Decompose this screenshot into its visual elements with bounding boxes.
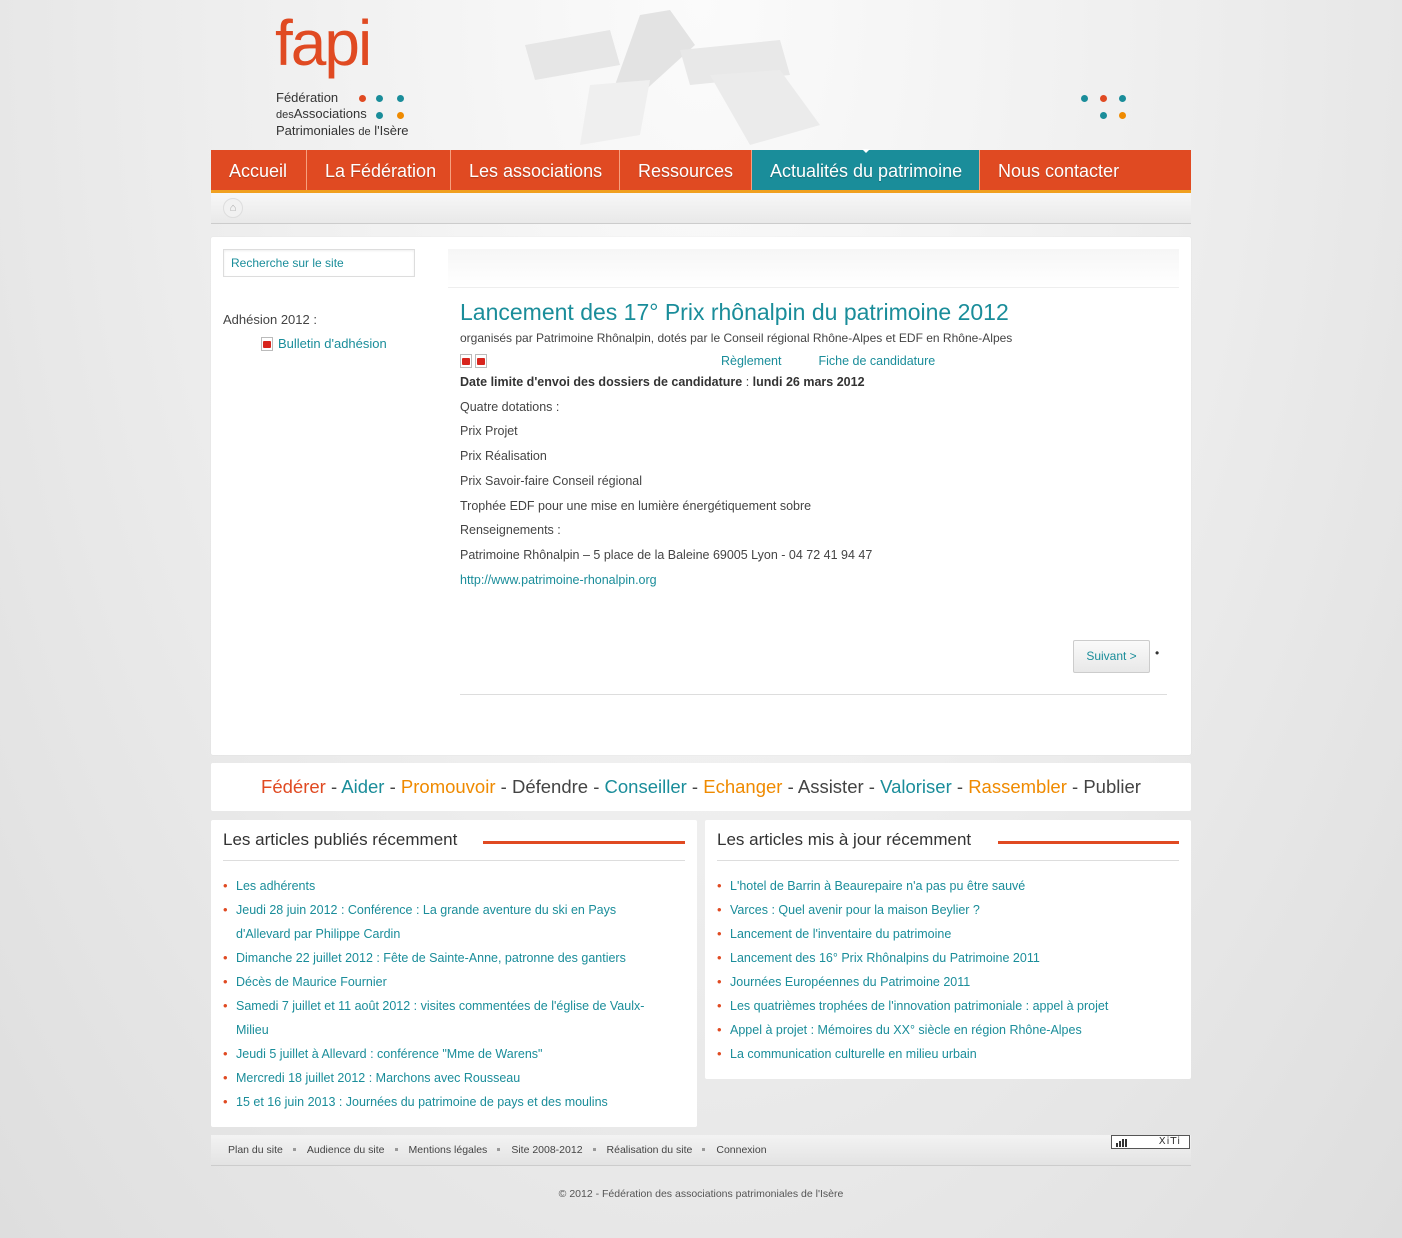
- slogan-word: Promouvoir: [400, 776, 496, 797]
- xiti-bars-icon: [1116, 1139, 1128, 1147]
- recent-updated-panel: [705, 820, 1191, 1079]
- nav-item-associations[interactable]: Les associations: [451, 150, 620, 190]
- article-line: Prix Savoir-faire Conseil régional: [460, 473, 643, 488]
- slogan-sep: -: [384, 776, 401, 797]
- title-accent-bar: [998, 841, 1179, 844]
- slogan-sep: -: [863, 776, 881, 797]
- list-item[interactable]: • Décès de Maurice Fournier: [223, 970, 673, 994]
- recent-updated-list: [717, 874, 1167, 1066]
- adhesion-title: Adhésion 2012 :: [223, 312, 317, 327]
- list-item[interactable]: • Jeudi 5 juillet à Allevard : conférence "Mme de Warens": [223, 1042, 673, 1066]
- article-subtitle: organisés par Patrimoine Rhônalpin, dotés par le Conseil régional Rhône-Alpes et EDF en Rhône-Alpes: [460, 331, 1013, 345]
- slogan-word: Conseiller: [604, 776, 687, 797]
- list-item[interactable]: • Lancement de l'inventaire du patrimoine: [717, 922, 1167, 946]
- reglement-link[interactable]: Règlement: [721, 354, 782, 368]
- footer-link-realisation[interactable]: Réalisation du site: [595, 1144, 705, 1156]
- slogan-word: Assister: [797, 776, 864, 797]
- list-item[interactable]: • L'hotel de Barrin à Beaurepaire n'a pas pu être sauvé: [717, 874, 1167, 898]
- list-item[interactable]: • Jeudi 28 juin 2012 : Conférence : La grande aventure du ski en Pays d'Allevard par Philippe Cardin: [223, 898, 673, 946]
- nav-item-federation[interactable]: La Fédération: [307, 150, 451, 190]
- slogan-word: Valoriser: [880, 776, 952, 797]
- slogan-sep: -: [1066, 776, 1084, 797]
- nav-item-accueil[interactable]: Accueil: [211, 150, 307, 190]
- list-item[interactable]: • Lancement des 16° Prix Rhônalpins du Patrimoine 2011: [717, 946, 1167, 970]
- slogan-word: Rassembler: [968, 776, 1067, 797]
- list-item[interactable]: • Appel à projet : Mémoires du XX° siècle en région Rhône-Alpes: [717, 1018, 1167, 1042]
- site-logo[interactable]: fapi: [275, 7, 371, 79]
- list-item[interactable]: • Les adhérents: [223, 874, 673, 898]
- list-item[interactable]: • 15 et 16 juin 2013 : Journées du patrimoine de pays et des moulins: [223, 1090, 673, 1114]
- site-header: [211, 0, 1191, 150]
- deadline-line: [460, 370, 1170, 395]
- footer-link-site-2008[interactable]: Site 2008-2012: [499, 1144, 594, 1156]
- pdf-icon: [261, 337, 273, 351]
- article-line: Patrimoine Rhônalpin – 5 place de la Baleine 69005 Lyon - 04 72 41 94 47: [460, 547, 873, 562]
- deadline-separator: :: [742, 375, 753, 389]
- article-line: Trophée EDF pour une mise en lumière énergétiquement sobre: [460, 498, 812, 513]
- adhesion-link-label: Bulletin d'adhésion: [278, 336, 387, 351]
- nav-item-ressources[interactable]: Ressources: [620, 150, 752, 190]
- pdf-links-row: [460, 354, 1170, 368]
- breadcrumb: [211, 193, 1191, 224]
- home-icon[interactable]: ⌂: [223, 198, 243, 218]
- recent-published-title: Les articles publiés récemment: [223, 830, 458, 849]
- slogan-word: Publier: [1083, 776, 1141, 797]
- pdf-icon[interactable]: [475, 354, 487, 368]
- xiti-badge[interactable]: [1111, 1135, 1190, 1149]
- recent-published-list: [223, 874, 673, 1114]
- content-top-bar: [448, 249, 1179, 288]
- article-title[interactable]: Lancement des 17° Prix rhônalpin du patrimoine 2012: [460, 299, 1009, 325]
- slogan-word: Echanger: [703, 776, 783, 797]
- list-item[interactable]: • La communication culturelle en milieu urbain: [717, 1042, 1167, 1066]
- slogan-word: Fédérer: [261, 776, 326, 797]
- logo-line-1: Fédération: [276, 90, 339, 105]
- pdf-icon[interactable]: [460, 354, 472, 368]
- recent-published-panel: [211, 820, 697, 1127]
- slogan-word: Aider: [341, 776, 385, 797]
- footer-link-connexion[interactable]: Connexion: [704, 1144, 778, 1156]
- slogan-sep: -: [951, 776, 969, 797]
- adhesion-bulletin-link[interactable]: [261, 336, 387, 351]
- article: [460, 297, 1170, 592]
- slogan-banner: [211, 763, 1191, 811]
- slogan-sep: -: [495, 776, 512, 797]
- slogan-sep: -: [782, 776, 798, 797]
- main-nav: [211, 150, 1191, 193]
- panel-divider: [223, 860, 685, 861]
- panel-divider: [717, 860, 1179, 861]
- article-line: Quatre dotations :: [460, 399, 560, 414]
- list-item[interactable]: • Journées Européennes du Patrimoine 2011: [717, 970, 1167, 994]
- logo-tagline: [276, 90, 409, 140]
- xiti-label: XiTi: [1158, 1136, 1181, 1147]
- logo-line-3-mid: de: [358, 126, 371, 138]
- fiche-candidature-link[interactable]: Fiche de candidature: [818, 354, 936, 368]
- external-url-link[interactable]: http://www.patrimoine-rhonalpin.org: [460, 572, 657, 587]
- article-divider: [460, 694, 1167, 695]
- recent-updated-title: Les articles mis à jour récemment: [717, 830, 972, 849]
- footer-link-mentions[interactable]: Mentions légales: [397, 1144, 500, 1156]
- nav-item-actualites[interactable]: Actualités du patrimoine: [752, 150, 980, 190]
- main-content-box: [211, 237, 1191, 755]
- article-line: Prix Réalisation: [460, 449, 547, 464]
- nav-item-contact[interactable]: Nous contacter: [998, 161, 1120, 181]
- deadline-date: lundi 26 mars 2012: [752, 375, 865, 389]
- slogan-sep: -: [588, 776, 605, 797]
- logo-line-2-prefix: des: [276, 109, 294, 121]
- article-line: Renseignements :: [460, 523, 561, 538]
- copyright: © 2012 - Fédération des associations patrimoniales de l'Isère: [558, 1188, 844, 1200]
- footer-bar: [211, 1135, 1191, 1166]
- search-input[interactable]: [223, 249, 415, 277]
- deadline-label: Date limite d'envoi des dossiers de candidature: [460, 375, 743, 389]
- next-button[interactable]: Suivant >: [1073, 640, 1150, 673]
- title-accent-bar: [483, 841, 685, 844]
- list-item[interactable]: • Mercredi 18 juillet 2012 : Marchons avec Rousseau: [223, 1066, 673, 1090]
- slogan-sep: -: [686, 776, 704, 797]
- list-item[interactable]: • Varces : Quel avenir pour la maison Beylier ?: [717, 898, 1167, 922]
- list-item[interactable]: • Samedi 7 juillet et 11 août 2012 : visites commentées de l'église de Vaulx-Milieu: [223, 994, 673, 1042]
- logo-line-3: Patrimoniales: [276, 123, 355, 138]
- logo-line-2: Associations: [293, 106, 367, 121]
- footer-link-plan[interactable]: Plan du site: [228, 1144, 283, 1156]
- article-line: Prix Projet: [460, 424, 518, 439]
- list-item[interactable]: • Dimanche 22 juillet 2012 : Fête de Sainte-Anne, patronne des gantiers: [223, 946, 673, 970]
- pagination-bullet: •: [1155, 646, 1160, 660]
- list-item[interactable]: • Les quatrièmes trophées de l'innovation patrimoniale : appel à projet: [717, 994, 1167, 1018]
- footer-link-audience[interactable]: Audience du site: [295, 1144, 397, 1156]
- slogan-sep: -: [325, 776, 342, 797]
- logo-line-3-end: l'Isère: [374, 123, 409, 138]
- slogan-word: Défendre: [511, 776, 589, 797]
